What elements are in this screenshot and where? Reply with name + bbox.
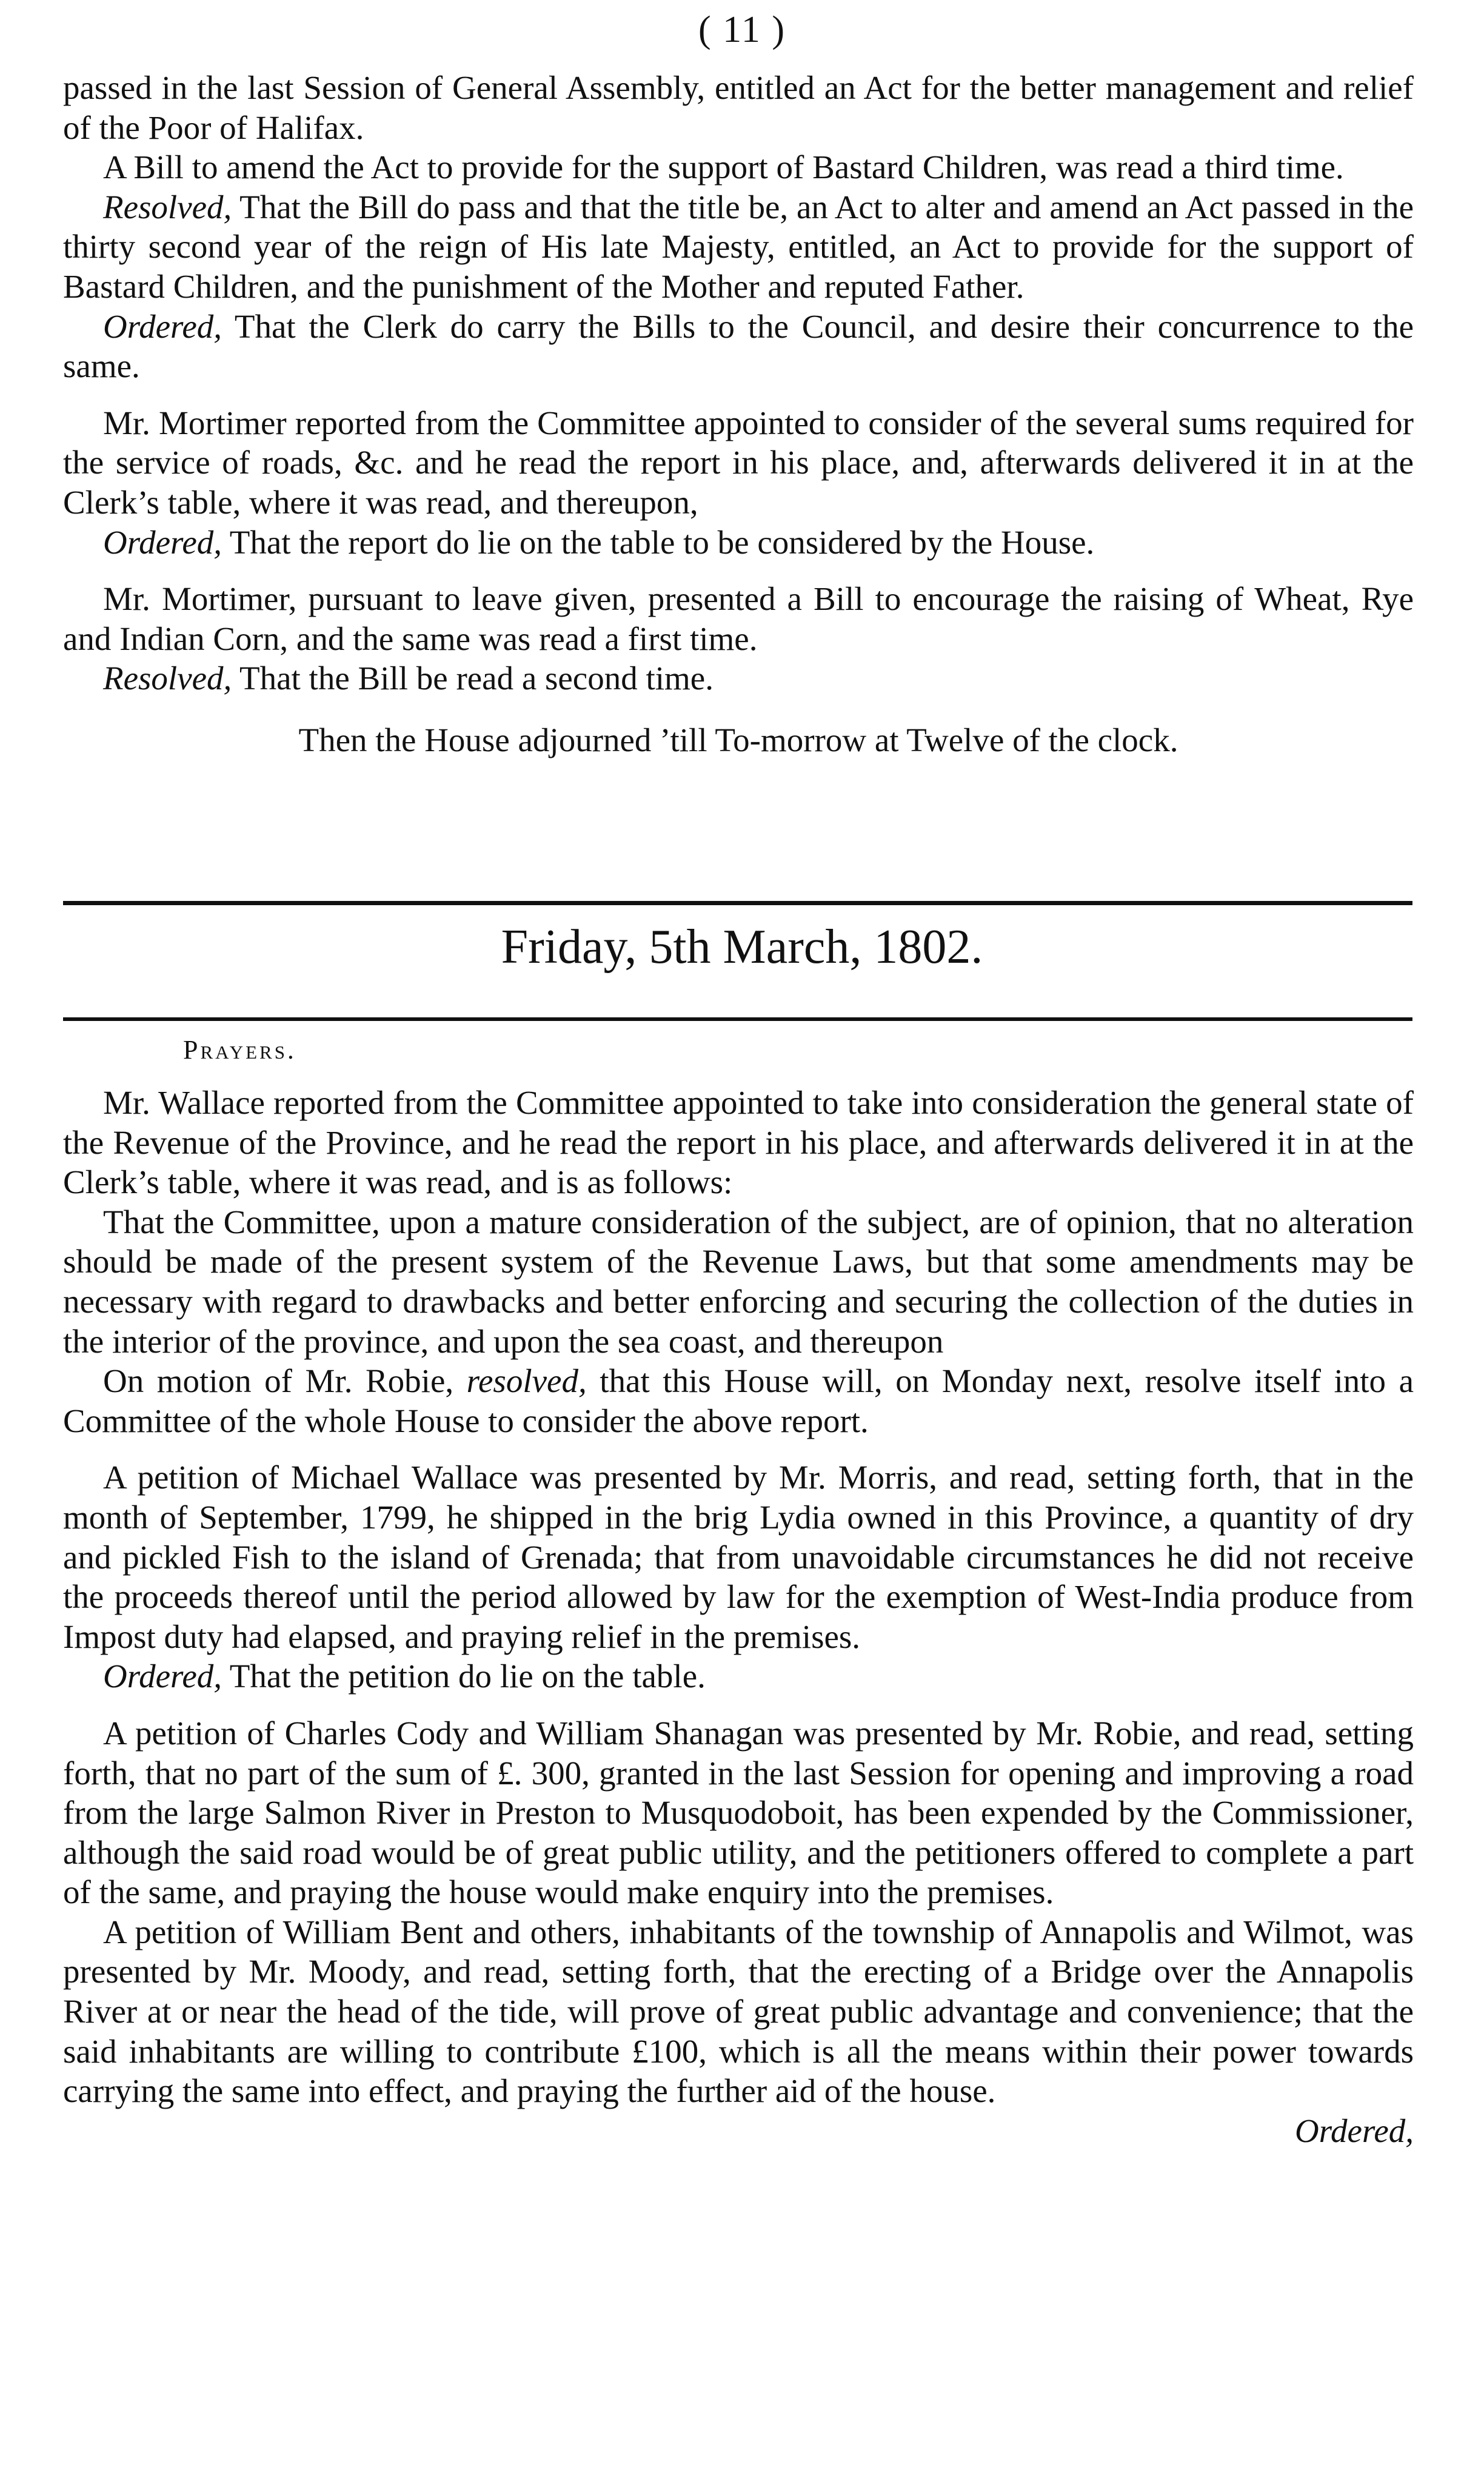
resolved-text: That the Bill be read a second time. — [232, 660, 714, 697]
prayers-label: Prayers. — [183, 1035, 296, 1065]
catchword — [63, 2111, 1414, 2151]
paragraph-bastard-children-bill: A Bill to amend the Act to provide for the support of Bastard Children, was read a third time. — [103, 149, 1344, 186]
ordered-lead: Ordered, — [103, 1658, 222, 1695]
ordered-lead: Ordered, — [103, 523, 222, 561]
paragraph-robie-motion — [63, 1361, 1414, 1441]
paragraph-bent-petition: A petition of William Bent and others, inhabitants of the township of Annapolis and Wilmot, was presented by Mr. Moody, and read, setting forth, that the erecting of a Bridge over the Annapolis River at or near the head of the tide, will prove of great public advantage and convenience; that the said inhabitants are willing to contribute £100, which is all the means within their power towards carrying the same into effect, and praying the further aid of the house. — [63, 1913, 1414, 2110]
catchword-text: Ordered, — [1294, 2112, 1414, 2149]
motion-after: that this House will, on Monday next, resolve itself into a Committee of the whole House to consider the above report. — [63, 1362, 1414, 1439]
ordered-text: That the petition do lie on the table. — [222, 1658, 706, 1695]
paragraph-michael-wallace-petition: A petition of Michael Wallace was presented by Mr. Morris, and read, setting forth, that in the month of September, 1799, he shipped in the brig Lydia owned in this Province, a quantity of dry and pickled Fish to the island of Grenada; that from unavoidable circumstances he did not receive the proceeds thereof until the period allowed by law for the exemption of West-India produce from Impost duty had elapsed, and praying relief in the premises. — [63, 1459, 1414, 1655]
resolved-lead: Resolved, — [103, 660, 232, 697]
paragraph-petition-ordered — [63, 1656, 1414, 1696]
heading-rule-bottom — [63, 1017, 1412, 1021]
adjournment-line: Then the House adjourned ’till To-morrow at Twelve of the clock. — [298, 721, 1178, 758]
paragraph-wheat-bill: Mr. Mortimer, pursuant to leave given, presented a Bill to encourage the raising of Wheat, Rye and Indian Corn, and the same was read a first time. — [63, 580, 1414, 657]
paragraph-poor-of-halifax: passed in the last Session of General Assembly, entitled an Act for the better management and relief of the Poor of Halifax. — [63, 69, 1414, 146]
heading-rule-top — [63, 901, 1412, 905]
paragraph-bills-ordered — [63, 307, 1414, 386]
proceedings-before-adjournment — [63, 68, 1414, 760]
paragraph-committee-opinion: That the Committee, upon a mature consideration of the subject, are of opinion, that no alteration should be made of the present system of the Revenue Laws, but that some amendments may be necessary with regard to drawbacks and better enforcing and securing the collection of the duties in the interior of the province, and upon the sea coast, and thereupon — [63, 1203, 1414, 1360]
ordered-text: That the report do lie on the table to be considered by the House. — [222, 523, 1095, 561]
paragraph-wallace-report: Mr. Wallace reported from the Committee appointed to take into consideration the general state of the Revenue of the Province, and he read the report in his place, and afterwards delivered it in at the Clerk’s table, where it was read, and is as follows: — [63, 1084, 1414, 1201]
resolved-text: That the Bill do pass and that the title be, an Act to alter and amend an Act passed in the thirty second year of the reign of His late Majesty, entitled, an Act to provide for the support of Bastard Children, and the punishment of the Mother and reputed Father. — [63, 188, 1414, 305]
paragraph-mortimer-report: Mr. Mortimer reported from the Committee appointed to consider of the several sums required for the service of roads, &c. and he read the report in his place, and, afterwards delivered it in at the Clerk’s table, where it was read, and thereupon, — [63, 404, 1414, 521]
proceedings-march-5 — [63, 1083, 1414, 2150]
page-number: ( 11 ) — [698, 9, 786, 50]
ordered-lead: Ordered, — [103, 307, 222, 345]
paragraph-bill-resolved — [63, 187, 1414, 307]
resolved-lead: resolved, — [466, 1362, 587, 1400]
motion-before: On motion of Mr. Robie, — [103, 1362, 467, 1400]
paragraph-wheat-resolved — [63, 658, 1414, 698]
ordered-text: That the Clerk do carry the Bills to the Council, and desire their concurrence to the same. — [63, 307, 1414, 385]
resolved-lead: Resolved, — [103, 188, 232, 226]
paragraph-cody-shanagan-petition: A petition of Charles Cody and William Shanagan was presented by Mr. Robie, and read, setting forth, that no part of the sum of £. 300, granted in the last Session for opening and improving a road from the large Salmon River in Preston to Musquodoboit, has been expended by the Commissioner, although the said road would be of great public utility, and the petitioners offered to complete a part of the same, and praying the house would make enquiry into the premises. — [63, 1714, 1414, 1911]
date-heading: Friday, 5th March, 1802. — [501, 920, 983, 974]
paragraph-report-ordered — [63, 523, 1414, 563]
